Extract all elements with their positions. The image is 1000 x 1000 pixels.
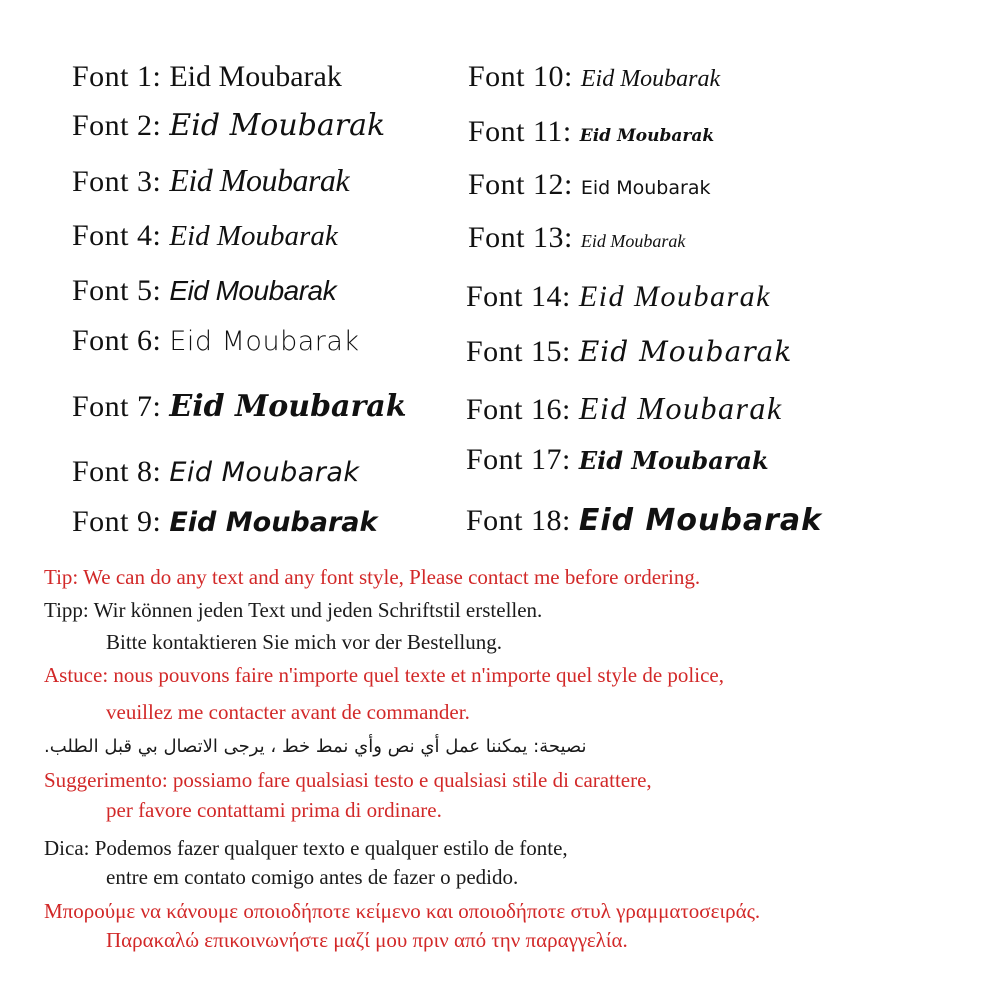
font-17-row [466, 443, 769, 477]
font-4-label: Font 4: [72, 219, 162, 252]
font-14-sample: Eid Moubarak [578, 280, 771, 313]
font-13-sample: Eid Moubarak [580, 231, 686, 251]
font-16-sample: Eid Moubarak [578, 390, 783, 426]
font-11-label: Font 11: [468, 115, 572, 148]
font-6-row [72, 324, 360, 358]
note-arabic: نصيحة: يمكننا عمل أي نص وأي نمط خط ، يرجى الاتصال بي قبل الطلب. [44, 736, 587, 757]
font-9-label: Font 9: [72, 505, 162, 538]
font-4-sample: Eid Moubarak [169, 220, 338, 252]
font-6-sample: Eid Moubarak [169, 326, 360, 357]
font-1-row [72, 60, 342, 94]
font-16-row [466, 390, 783, 427]
font-5-sample: Eid Moubarak [169, 275, 337, 306]
note-greek-line2: Παρακαλώ επικοινωνήστε μαζί μου πριν από την παραγγελία. [106, 928, 628, 952]
font-2-row [72, 108, 385, 143]
font-12-sample: Eid Moubarak [580, 177, 711, 199]
font-16-label: Font 16: [466, 393, 571, 426]
font-15-sample: Eid Moubarak [578, 335, 793, 368]
note-german-line2: Bitte kontaktieren Sie mich vor der Bestellung. [106, 630, 502, 654]
font-18-sample: Eid Moubarak [578, 503, 823, 538]
font-8-sample: Eid Moubarak [169, 457, 360, 488]
font-17-label: Font 17: [466, 443, 571, 476]
note-french-line2: veuillez me contacter avant de commander. [106, 700, 470, 724]
note-portuguese-line2: entre em contato comigo antes de fazer o pedido. [106, 865, 519, 889]
font-7-row [72, 389, 407, 424]
note-italian-line2: per favore contattami prima di ordinare. [106, 798, 442, 822]
font-6-label: Font 6: [72, 324, 162, 357]
font-5-row [72, 274, 336, 308]
note-italian-line1: Suggerimento: possiamo fare qualsiasi testo e qualsiasi stile di carattere, [44, 768, 652, 792]
font-15-row [466, 335, 792, 369]
font-5-label: Font 5: [72, 274, 162, 307]
font-7-label: Font 7: [72, 390, 162, 423]
font-3-label: Font 3: [72, 165, 162, 198]
font-4-row [72, 219, 338, 253]
note-german-line1: Tipp: Wir können jeden Text und jeden Schriftstil erstellen. [44, 598, 543, 622]
font-9-row [72, 505, 377, 539]
font-1-label: Font 1: [72, 60, 162, 93]
note-portuguese-line1: Dica: Podemos fazer qualquer texto e qualquer estilo de fonte, [44, 836, 568, 860]
font-1-sample: Eid Moubarak [169, 60, 342, 93]
font-17-sample: Eid Moubarak [578, 446, 769, 475]
note-english: Tip: We can do any text and any font style, Please contact me before ordering. [44, 565, 701, 589]
font-3-sample: Eid Moubarak [169, 162, 350, 198]
font-13-label: Font 13: [468, 221, 573, 254]
font-7-sample: Eid Moubarak [169, 389, 407, 424]
font-13-row [468, 221, 685, 255]
font-14-label: Font 14: [466, 280, 571, 313]
font-2-sample: Eid Moubarak [169, 108, 386, 143]
font-11-row [468, 115, 714, 149]
font-2-label: Font 2: [72, 109, 162, 142]
font-11-sample: Eid Moubarak [579, 126, 715, 146]
font-3-row [72, 162, 349, 199]
font-12-row [468, 168, 710, 202]
font-10-sample: Eid Moubarak [580, 66, 721, 92]
font-10-label: Font 10: [468, 60, 573, 93]
font-8-row [72, 455, 360, 489]
font-18-row [466, 503, 822, 538]
font-14-row [466, 280, 771, 314]
font-10-row [468, 60, 720, 94]
font-9-sample: Eid Moubarak [169, 507, 378, 538]
font-8-label: Font 8: [72, 455, 162, 488]
font-18-label: Font 18: [466, 504, 571, 537]
note-greek-line1: Μπορούμε να κάνουμε οποιοδήποτε κείμενο και οποιοδήποτε στυλ γραμματοσειράς. [44, 899, 761, 923]
font-12-label: Font 12: [468, 168, 573, 201]
font-15-label: Font 15: [466, 335, 571, 368]
note-french-line1: Astuce: nous pouvons faire n'importe quel texte et n'importe quel style de police, [44, 663, 724, 687]
